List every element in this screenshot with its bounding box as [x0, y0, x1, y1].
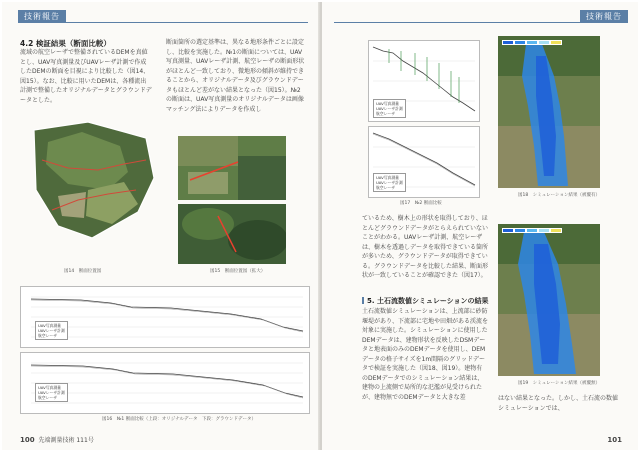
fig17-legend-top [373, 99, 406, 118]
fig19-simulation-map [498, 224, 600, 376]
legend-aerial-laser: 航空レーザ [376, 111, 395, 116]
right-page-number: 101 [607, 436, 622, 444]
left-page-number: 100 [20, 436, 35, 444]
legend-uav-photo: UAV写真測量 [38, 323, 61, 328]
legend-uav-photo: UAV写真測量 [376, 101, 399, 106]
section-5-title: 5. 土石流数値シミュレーションの結果 [362, 296, 489, 306]
right-header-rule [334, 22, 620, 23]
aerial-map-graphic [28, 120, 158, 250]
fig18-simulation-map [498, 36, 600, 188]
fig17-chart-original [368, 40, 480, 122]
left-folio [20, 435, 94, 444]
legend-uav-laser: UAVレーザ計測 [38, 390, 65, 395]
legend-uav-laser: UAVレーザ計測 [376, 180, 403, 185]
left-page [2, 2, 320, 450]
legend-aerial-laser: 航空レーザ [38, 395, 57, 400]
right-header-tag: 技術報告 [580, 10, 628, 23]
right-page [322, 2, 638, 450]
right-para2: 土石流数値シミュレーションは、上流部に砂防堰堤があり、下流部に宅地や田畑がある渓流を対象に実施した。シミュレーションに使用したDEMデータは、建物形状を反映したDSMデータと地表面のみのDEMデータを使用し、DEMデータの格子サイズを1m間隔のグリッドデータで検証を実施した（図18、図19）。建物有のDEMデータでのシミュレーション結果は、建物の上流側で局所的な氾濫が見受けられたが、建物無でのDEMデータと大きな差 [362, 308, 488, 401]
magazine-spread [2, 2, 638, 450]
left-col1-text: 流域の航空レーザで整備されているDEMを真値とし、UAV写真測量及びUAVレーザ計測で作成したDEMの断面を目視により比較した（図14、図15）。なお、比較に用いたDEMは、各種流出計測で整備したオリジナルデータとグラウンドデータとした。 [20, 49, 152, 104]
fig15-photo-bottom [178, 204, 286, 264]
fig17-legend-bottom [373, 173, 406, 192]
left-header-rule [18, 22, 308, 23]
legend-aerial-laser: 航空レーザ [376, 185, 395, 190]
fig14-caption: 図14 断面位置図 [64, 269, 102, 274]
legend-uav-photo: UAV写真測量 [38, 385, 61, 390]
fig17-caption: 図17 №2 断面比較 [400, 201, 442, 206]
fig14-aerial-map [28, 120, 158, 250]
right-col2-tail: はない結果となった。しかし、土石流の数値シミュレーションでは、 [498, 395, 619, 412]
legend-uav-laser: UAVレーザ計測 [376, 106, 403, 111]
section-title-4-2: 4.2 検証結果（断面比較） [20, 39, 111, 48]
legend-aerial-laser: 航空レーザ [38, 333, 57, 338]
left-header-tag: 技術報告 [18, 10, 66, 23]
fig17-chart-ground [368, 126, 480, 198]
right-para1: ているため、樹木上の形状を取得しており、ほとんどグラウンドデータがとらえられていないことがわかる。UAVレーザ計測、航空レーザは、樹木を透過しデータを取得できている箇所が多いため、グラウンドデータが取得できている。グラウンドデータを比較した結果、断面形状が一致していることが確認できた（図17）。 [362, 215, 489, 279]
fig16-chart-ground [20, 352, 310, 414]
fig15-photo-top [178, 136, 286, 200]
fig16-caption: 図16 №1 断面比較（上段：オリジナルデータ 下段：グラウンドデータ） [102, 417, 256, 422]
fig15-caption: 図15 断面位置図（拡大） [210, 269, 266, 274]
legend-uav-photo: UAV写真測量 [376, 175, 399, 180]
left-col2-text: 断面箇所の選定基準は、異なる地形条件ごとに設定し、比較を実施した。№1の断面については、UAV写真測量、UAVレーザ計測、航空レーザの断面形状がほとんど一致しており、微地形の傾斜が維持できることから、オリジナルデータ及びグラウンドデータもほとんど差がない結果となった（図15）。№2の断面は、UAV写真測量のオリジナルデータは画像マッチング法によりデータを作成し [166, 39, 305, 113]
right-folio [607, 436, 622, 444]
fig16-legend-bottom [35, 383, 68, 402]
fig16-legend-top [35, 321, 68, 340]
legend-uav-laser: UAVレーザ計測 [38, 328, 65, 333]
fig18-caption: 図18 シミュレーション結果（被覆有） [518, 193, 600, 198]
left-folio-title: 先端測量技術 111号 [38, 437, 94, 444]
fig16-chart-original [20, 286, 310, 348]
fig19-caption: 図19 シミュレーション結果（被覆無） [518, 381, 600, 386]
